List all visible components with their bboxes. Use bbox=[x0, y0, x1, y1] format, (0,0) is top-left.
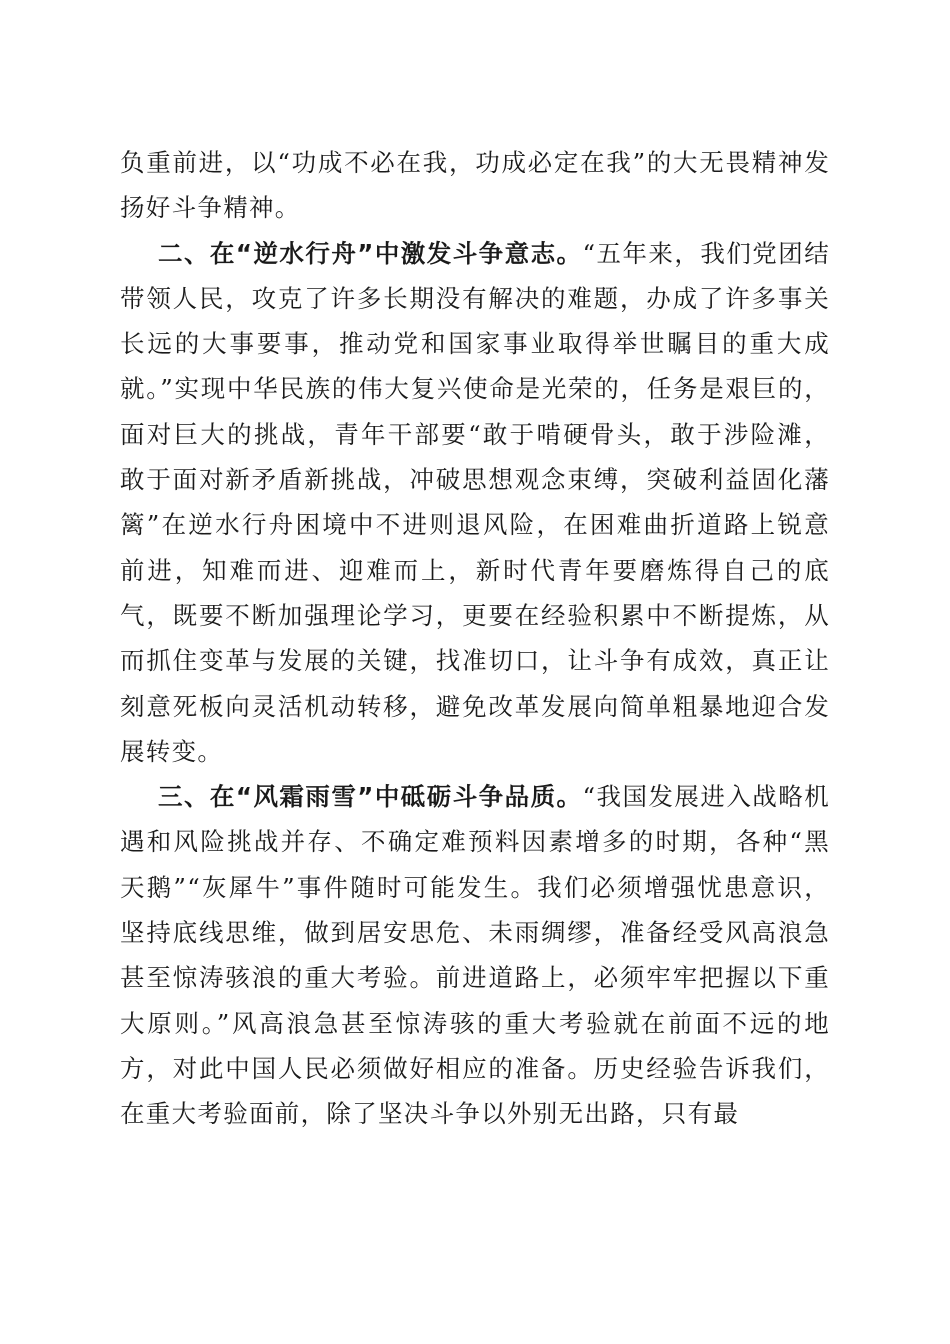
section-two-body: “五年来，我们党团结带领人民，攻克了许多长期没有解决的难题，办成了许多事关长远的大事要事，推动党和国家事业取得举世瞩目的重大成就。”实现中华民族的伟大复兴使命是光荣的，任务是艰巨的，面对巨大的挑战，青年干部要“敢于啃硬骨头，敢于涉险滩，敢于面对新矛盾新挑战，冲破思想观念束缚，突破利益固化藩篱”在逆水行舟困境中不进则退风险，在困难曲折道路上锐意前进，知难而进、迎难而上，新时代青年要磨炼得自己的底气，既要不断加强理论学习，更要在经验积累中不断提炼，从而抓住变革与发展的关键，找准切口，让斗争有成效，真正让刻意死板向灵活机动转移，避免改革发展向简单粗暴地迎合发展转变。 bbox=[120, 238, 831, 766]
section-two-heading: 二、在“逆水行舟”中激发斗争意志。 bbox=[158, 238, 583, 268]
paragraph-text: 负重前进，以“功成不必在我，功成必定在我”的大无畏精神发扬好斗争精神。 bbox=[120, 148, 830, 223]
document-body bbox=[120, 140, 830, 1137]
section-three-body: “我国发展进入战略机遇和风险挑战并存、不确定难预料因素增多的时期，各种“黑天鹅”“灰犀牛”事件随时可能发生。我们必须增强忧患意识，坚持底线思维，做到居安思危、未雨绸缪，准备经受风高浪急甚至惊涛骇浪的重大考验。前进道路上，必须牢牢把握以下重大原则。”风高浪急甚至惊涛骇的重大考验就在前面不远的地方，对此中国人民必须做好相应的准备。历史经验告诉我们，在重大考验面前，除了坚决斗争以外别无出路，只有最 bbox=[120, 782, 830, 1129]
paragraph-section-two bbox=[120, 231, 830, 775]
section-three-heading: 三、在“风霜雨雪”中砥砺斗争品质。 bbox=[158, 782, 583, 812]
paragraph-section-three bbox=[120, 774, 830, 1136]
paragraph-continuation bbox=[120, 140, 830, 231]
